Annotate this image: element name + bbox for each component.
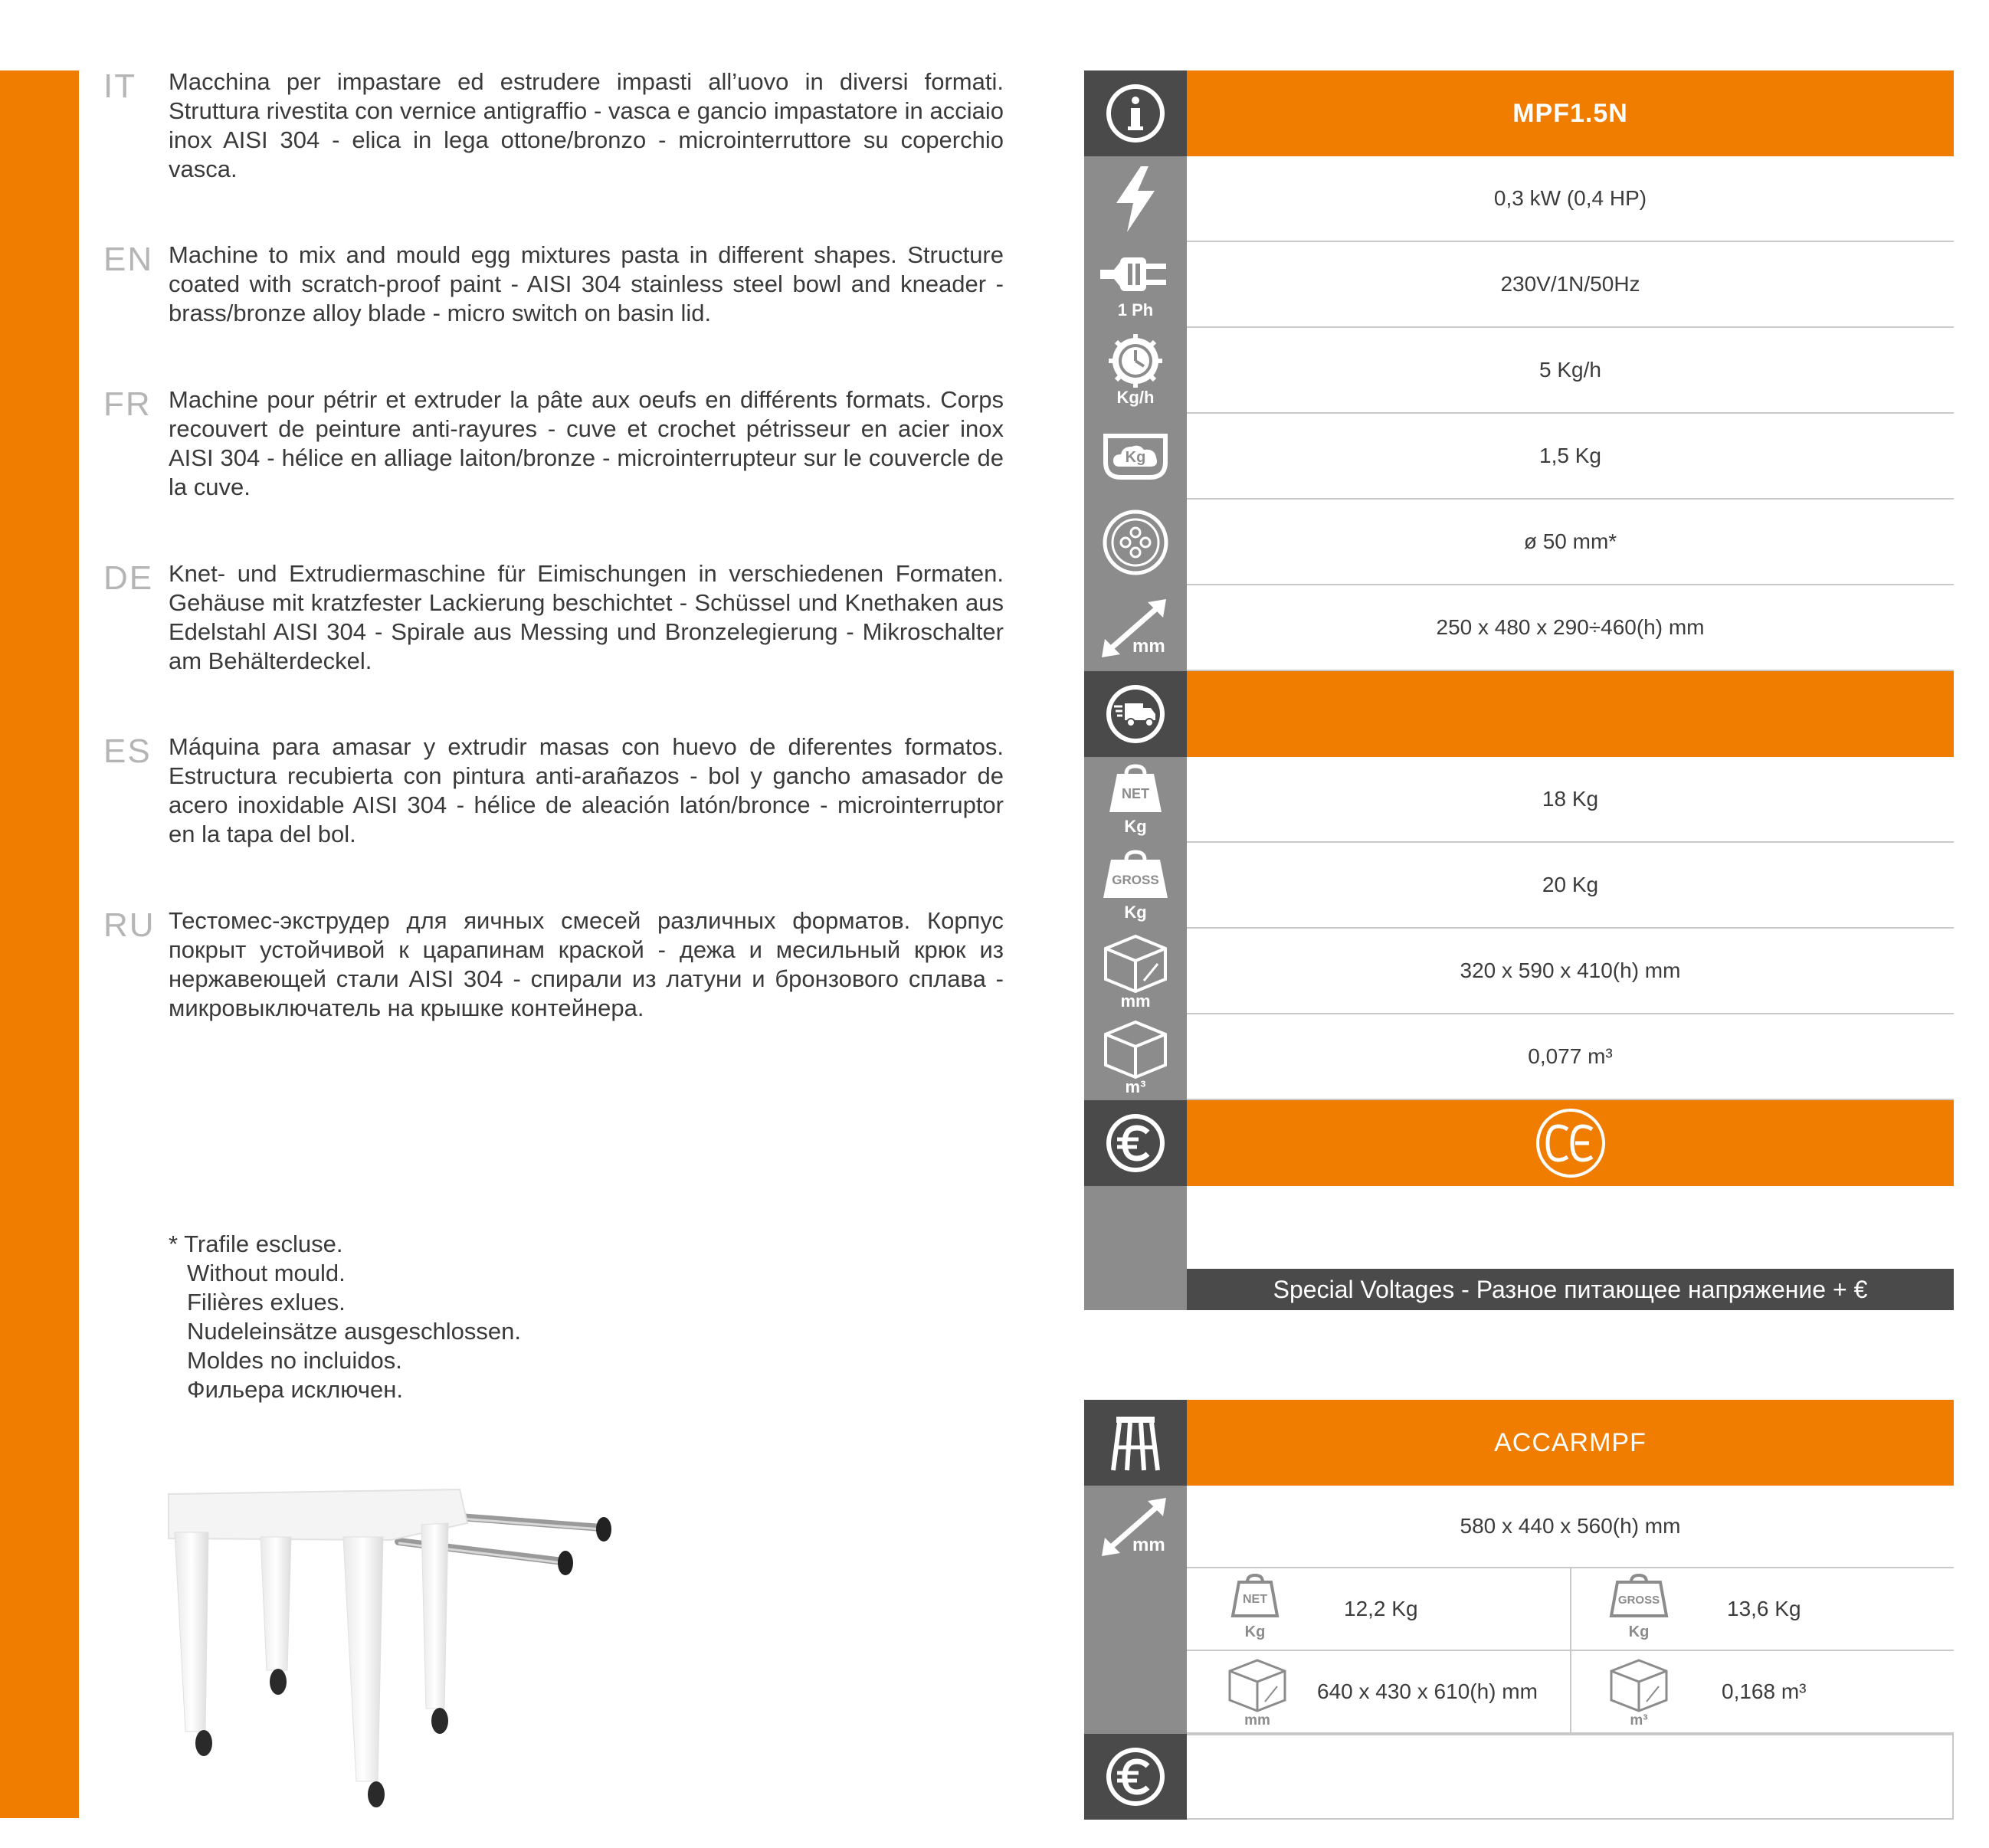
lang-code: FR	[103, 385, 152, 423]
model-name: MPF1.5N	[1187, 70, 1954, 156]
package-dimensions-value: 320 x 590 x 410(h) mm	[1187, 929, 1954, 1014]
row-model	[1084, 70, 1954, 156]
accessory-package-volume-icon	[1607, 1657, 1671, 1731]
kg-icon-label: Kg	[1628, 1624, 1650, 1640]
lang-text: Machine pour pétrir et extruder la pâte aux oeufs en différents formats. Corps recouvert de peinture anti-rayures - cuve et crochet pétrisseur en acier inox AISI 304 - hélice en alliage laiton/bronze - microinterrupteur sur le couvercle de la cuve.	[169, 386, 1004, 500]
accessory-price-value	[1187, 1734, 1954, 1820]
row-dimensions	[1084, 585, 1954, 671]
price-icon-spacer	[1084, 1186, 1187, 1272]
accessory-dimensions-icon	[1084, 1486, 1187, 1568]
footnote-line: Nudeleinsätze ausgeschlossen.	[187, 1318, 521, 1345]
accessory-euro-icon	[1084, 1734, 1187, 1820]
production-value: 5 Kg/h	[1187, 328, 1954, 414]
row-accessory-model	[1084, 1400, 1954, 1486]
euro-icon	[1084, 1100, 1187, 1186]
gross-weight-value: 20 Kg	[1187, 843, 1954, 929]
accessory-package-dimensions-value: 640 x 430 x 610(h) mm	[1317, 1679, 1538, 1703]
lang-code: EN	[103, 241, 154, 278]
power-value: 0,3 kW (0,4 HP)	[1187, 156, 1954, 242]
dimensions-icon-label: mm	[1132, 636, 1165, 657]
ce-mark-icon	[1534, 1106, 1607, 1180]
accessory-package-dimensions-icon	[1225, 1657, 1289, 1731]
row-capacity	[1084, 414, 1954, 500]
footnote-line: Without mould.	[187, 1260, 346, 1286]
plug-icon-label: 1 Ph	[1117, 300, 1154, 319]
cart-product-image	[138, 1479, 628, 1823]
row-accessory-dimensions	[1084, 1486, 1954, 1568]
die-value: ø 50 mm*	[1187, 500, 1954, 585]
footnote-line: Filières exlues.	[187, 1289, 346, 1316]
production-icon	[1084, 328, 1187, 414]
stool-icon	[1084, 1400, 1187, 1486]
accessory-model-name: ACCARMPF	[1187, 1400, 1954, 1486]
accessory-net-weight-value: 12,2 Kg	[1344, 1597, 1418, 1620]
package-volume-icon	[1084, 1014, 1187, 1100]
package-dimensions-icon-label: mm	[1244, 1712, 1270, 1728]
lang-code: IT	[103, 67, 137, 105]
row-voltage	[1084, 242, 1954, 328]
die-icon	[1084, 500, 1187, 585]
shipping-header	[1187, 671, 1954, 757]
lang-text: Máquina para amasar y extrudir masas con huevo de diferentes formatos. Estructura recubierta con pintura anti-arañazos - bol y gancho amasador de acero inoxidable AISI 304 - hélice de aleación latón/bronce - microinterruptor en la tapa del bol.	[169, 733, 1004, 847]
net-icon-label: NET	[1122, 786, 1149, 801]
lang-text: Тестомес-экструдер для яичных смесей различных форматов. Корпус покрыт устойчивой к царапинам краской - дежа и месильный крюк из нержавеющей стали AISI 304 - спирали из латуни и бронзового сплава - микровыключатель на крышке контейнера.	[169, 907, 1004, 1021]
gross-weight-icon	[1084, 843, 1187, 929]
gross-icon-label: GROSS	[1112, 873, 1159, 887]
price-value	[1187, 1186, 1954, 1272]
kg-icon-label: Kg	[1244, 1624, 1266, 1640]
bowl-capacity-icon	[1084, 414, 1187, 500]
accessory-package-cell	[1187, 1651, 1954, 1734]
net-icon-label: NET	[1243, 1593, 1267, 1606]
row-price	[1084, 1100, 1954, 1186]
special-voltages-label: Special Voltages - Разное питающее напряжение + €	[1187, 1269, 1954, 1310]
bowl-capacity-icon-label: Kg	[1125, 449, 1146, 466]
accessory-gross-weight-value: 13,6 Kg	[1727, 1597, 1801, 1620]
lang-code: RU	[103, 906, 156, 944]
lang-text: Machine to mix and mould egg mixtures pasta in different shapes. Structure coated with scratch-proof paint - AISI 304 stainless steel bowl and kneader - brass/bronze alloy blade - micro switch on basin lid.	[169, 241, 1004, 326]
lang-code: DE	[103, 559, 154, 597]
production-icon-label: Kg/h	[1116, 388, 1155, 407]
accessory-table	[1084, 1400, 1954, 1820]
net-weight-value: 18 Kg	[1187, 757, 1954, 843]
accessory-weights-cell	[1187, 1568, 1954, 1651]
lang-text: Knet- und Extrudiermaschine für Eimischungen in verschiedenen Formaten. Gehäuse mit kratzfester Lackierung beschichtet - Schüssel und Knethaken aus Edelstahl AISI 304 - Spirale aus Messing und Bronzelegierung - Mikroschalter am Behälterdeckel.	[169, 560, 1004, 674]
row-accessory-price	[1084, 1734, 1954, 1820]
footnote	[169, 1230, 521, 1404]
row-production	[1084, 328, 1954, 414]
accessory-package-volume-value: 0,168 m³	[1722, 1679, 1807, 1703]
plug-icon	[1084, 242, 1187, 328]
row-net-weight	[1084, 757, 1954, 843]
power-icon	[1084, 156, 1187, 242]
row-price-value	[1084, 1186, 1954, 1272]
footnote-line: * Trafile escluse.	[169, 1230, 343, 1257]
row-package-dimensions	[1084, 929, 1954, 1014]
kg-icon-label: Kg	[1124, 903, 1147, 922]
row-power	[1084, 156, 1954, 242]
voltage-value: 230V/1N/50Hz	[1187, 242, 1954, 328]
lang-text: Macchina per impastare ed estrudere impasti all’uovo in diversi formati. Struttura rivestita con vernice antigraffio - vasca e gancio impastatore in acciaio inox AISI 304 - elica in lega ottone/bronzo - microinterruttore su coperchio vasca.	[169, 68, 1004, 182]
package-dimensions-icon	[1084, 929, 1187, 1014]
row-accessory-package	[1084, 1651, 1954, 1734]
footnote-line: Moldes no incluidos.	[187, 1347, 402, 1374]
special-voltages-spacer	[1084, 1269, 1187, 1310]
footnote-line: Фильера исключен.	[187, 1376, 403, 1403]
shipping-truck-icon	[1084, 671, 1187, 757]
accessory-net-weight-icon	[1228, 1573, 1282, 1646]
row-accessory-weights	[1084, 1568, 1954, 1651]
net-weight-icon	[1084, 757, 1187, 843]
column-separator	[1570, 1651, 1571, 1732]
package-dimensions-icon-label: mm	[1120, 991, 1151, 1011]
price-header	[1187, 1100, 1954, 1186]
m3-icon-label: m³	[1630, 1712, 1648, 1728]
row-gross-weight	[1084, 843, 1954, 929]
accessory-dimensions-value: 580 x 440 x 560(h) mm	[1187, 1486, 1954, 1568]
capacity-value: 1,5 Kg	[1187, 414, 1954, 500]
lang-code: ES	[103, 732, 152, 770]
accessory-gross-weight-icon	[1607, 1573, 1671, 1646]
accessory-package-spacer	[1084, 1651, 1187, 1734]
accessory-dimensions-icon-label: mm	[1132, 1535, 1165, 1555]
column-separator	[1570, 1568, 1571, 1650]
orange-side-bar	[0, 70, 79, 1818]
row-die	[1084, 500, 1954, 585]
row-shipping	[1084, 671, 1954, 757]
dimensions-value: 250 x 480 x 290÷460(h) mm	[1187, 585, 1954, 671]
info-icon	[1084, 70, 1187, 156]
dimensions-icon	[1084, 585, 1187, 671]
accessory-weights-spacer	[1084, 1568, 1187, 1651]
m3-icon-label: m³	[1125, 1077, 1146, 1096]
package-volume-value: 0,077 m³	[1187, 1014, 1954, 1100]
kg-icon-label: Kg	[1124, 817, 1147, 836]
row-package-volume	[1084, 1014, 1954, 1100]
gross-icon-label: GROSS	[1617, 1594, 1660, 1607]
row-special-voltages	[1084, 1269, 1954, 1310]
spec-table	[1084, 70, 1954, 1309]
